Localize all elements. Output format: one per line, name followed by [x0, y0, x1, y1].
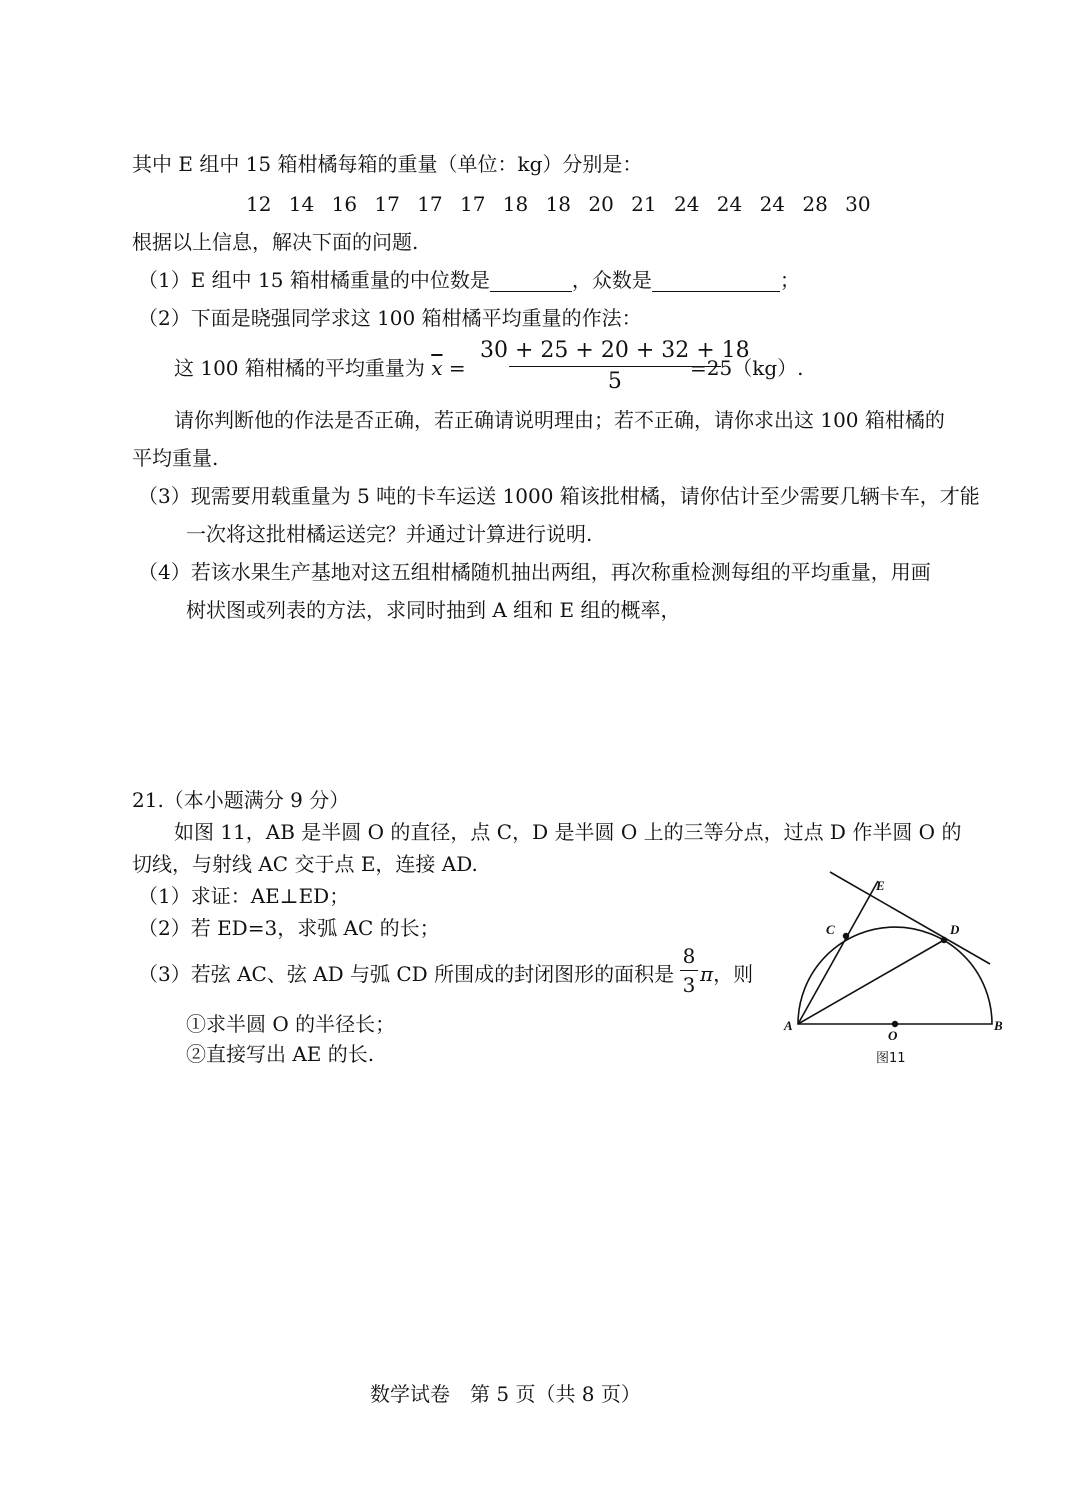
formula-prefix-text: 这 100 箱柑橘的平均重量为: [174, 356, 425, 380]
q1-median-text: （1）E 组中 15 箱柑橘重量的中位数是: [138, 268, 490, 292]
tangent-line-at-d: [830, 872, 990, 964]
label-e: E: [876, 878, 885, 893]
weight-value: 17: [374, 192, 400, 216]
q3-text: （3）若弦 AC、弦 AD 与弧 CD 所围成的封闭图形的面积是: [138, 962, 675, 986]
question-4-line2: 树状图或列表的方法，求同时抽到 A 组和 E 组的概率，: [186, 598, 681, 622]
weight-value: 17: [459, 192, 486, 216]
x-bar-symbol: $\overline{x}$: [431, 356, 443, 380]
q3-tail-text: ，则: [713, 962, 754, 986]
figure-caption: 图11: [876, 1051, 906, 1066]
problem-21-stem-line1: 如图 11，AB 是半圆 O 的直径，点 C，D 是半圆 O 上的三等分点，过点 D 作半圆 O 的: [174, 820, 962, 844]
label-d: D: [950, 922, 960, 937]
weight-value: 28: [802, 192, 828, 216]
weight-value: 20: [588, 192, 614, 216]
q1-end: ；: [779, 268, 800, 292]
q3-sub1: ①求半圆 O 的半径长；: [186, 1012, 396, 1036]
fraction-denominator: 5: [607, 369, 622, 395]
ray-ac: [798, 881, 878, 1024]
weight-value: 12: [246, 192, 272, 216]
area-fraction-bar: [680, 970, 698, 971]
weight-value: 14: [288, 192, 315, 216]
point-o: [892, 1021, 898, 1027]
problem-21-stem-line2: 切线，与射线 AC 交于点 E，连接 AD.: [132, 852, 478, 876]
weight-value: 24: [673, 192, 700, 216]
chord-ad: [798, 940, 944, 1024]
label-b: B: [994, 1018, 1003, 1033]
question-1: [138, 268, 800, 292]
average-formula-prefix: [174, 356, 466, 380]
question-3-line2: 一次将这批柑橘运送完？并通过计算进行说明.: [186, 522, 593, 546]
median-blank: [490, 269, 572, 292]
question-2: （2）下面是晓强同学求这 100 箱柑橘平均重量的作法：: [138, 306, 642, 330]
question-3-line1: （3）现需要用载重量为 5 吨的卡车运送 1000 箱该批柑橘，请你估计至少需要几辆卡车，才能: [138, 484, 980, 508]
point-c: [843, 933, 849, 939]
weight-value: 24: [759, 192, 786, 216]
figure-11-semicircle-diagram: [780, 868, 1020, 1068]
mode-blank: [652, 269, 780, 292]
e-group-intro: 其中 E 组中 15 箱柑橘每箱的重量（单位：kg）分别是：: [132, 152, 643, 176]
label-c: C: [826, 922, 835, 937]
area-fraction-denominator: 3: [682, 973, 696, 997]
q1-mode-text: ，众数是: [571, 268, 652, 292]
pi-symbol: π: [700, 962, 714, 986]
weights-row: [246, 192, 888, 216]
area-fraction: [680, 944, 698, 997]
area-fraction-numerator: 8: [682, 944, 696, 968]
label-a: A: [784, 1018, 793, 1033]
page-footer: 数学试卷 第 5 页（共 8 页）: [370, 1382, 641, 1406]
question-4-line1: （4）若该水果生产基地对这五组柑橘随机抽出两组，再次称重检测每组的平均重量，用画: [138, 560, 931, 584]
label-o: O: [888, 1028, 898, 1043]
weight-value: 21: [631, 192, 657, 216]
semicircle-arc: [798, 927, 992, 1024]
point-d: [941, 937, 947, 943]
problem-21-q1: （1）求证：AE⊥ED；: [138, 884, 350, 908]
q2-judge-line1: 请你判断他的作法是否正确，若正确请说明理由；若不正确，请你求出这 100 箱柑橘的: [174, 408, 945, 432]
problem-prompt: 根据以上信息，解决下面的问题.: [132, 230, 419, 254]
q3-pi-tail: [700, 962, 753, 986]
weight-value: 17: [417, 192, 443, 216]
problem-21-header: 21.（本小题满分 9 分）: [132, 788, 350, 812]
q3-sub2: ②直接写出 AE 的长.: [186, 1042, 375, 1066]
weight-value: 16: [331, 192, 358, 216]
problem-21-q3: [138, 962, 674, 986]
weight-value: 18: [545, 192, 572, 216]
weight-value: 18: [502, 192, 529, 216]
q2-judge-line2: 平均重量.: [132, 446, 219, 470]
problem-21-q2: （2）若 ED=3，求弧 AC 的长；: [138, 916, 440, 940]
fraction-numerator: 30 + 25 + 20 + 32 + 18: [480, 338, 750, 363]
equals-sign: =: [448, 356, 466, 380]
formula-result: =25（kg）.: [690, 356, 804, 380]
weight-value: 30: [845, 192, 871, 216]
weight-value: 24: [716, 192, 743, 216]
